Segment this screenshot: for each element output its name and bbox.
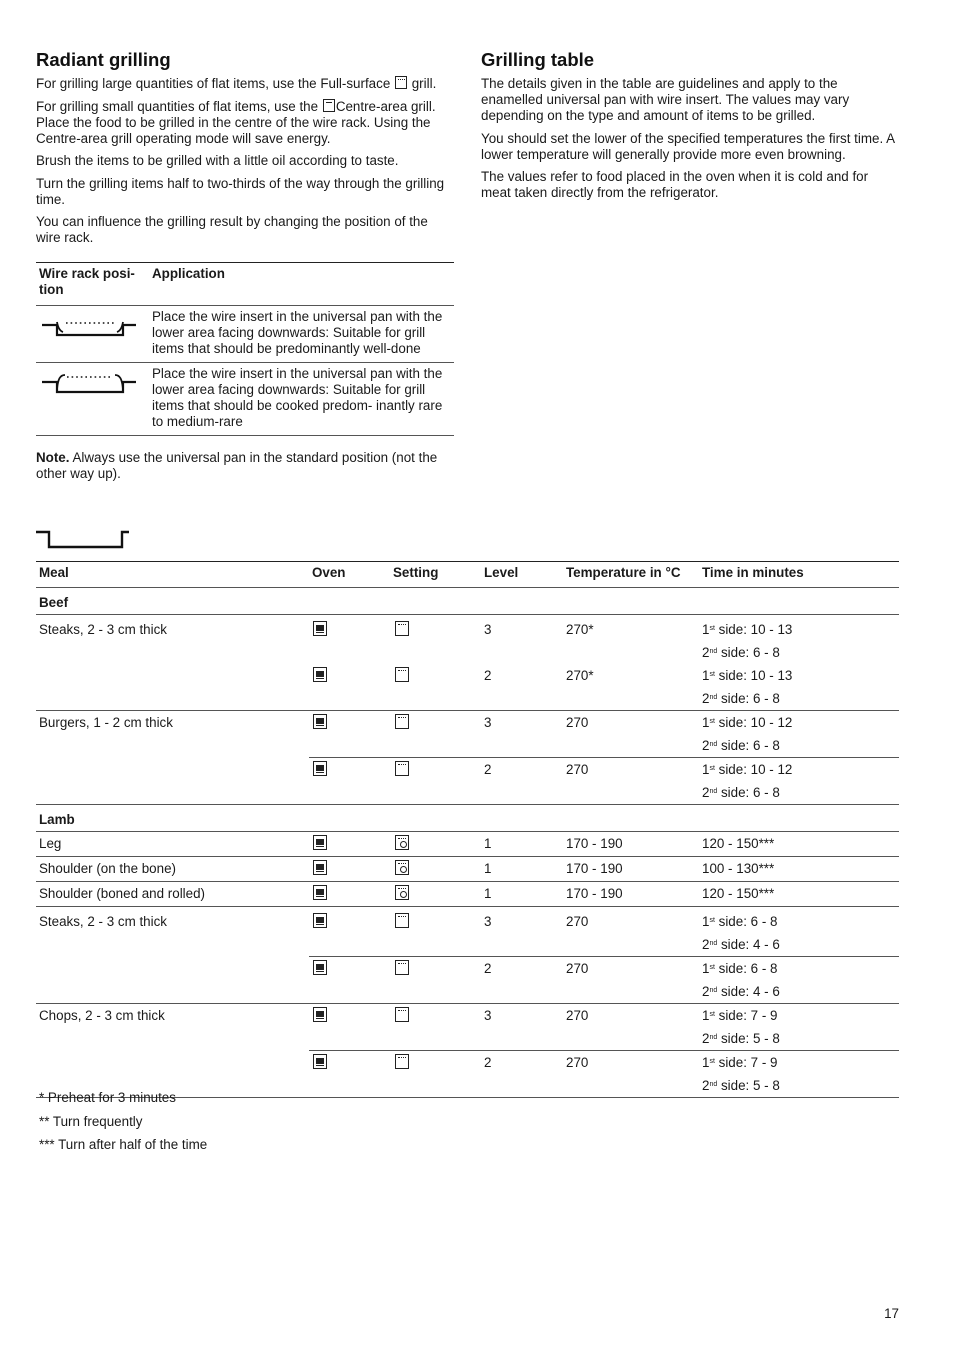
temp-cell: 270 [563, 957, 699, 1004]
oven-top-bottom-icon [313, 860, 327, 875]
paragraph [36, 76, 454, 92]
setting-cell [390, 857, 481, 882]
oven-top-bottom-icon [313, 1007, 327, 1022]
paragraph: The values refer to food placed in the oven when it is cold and for meat taken directly from the refrigerator. [481, 169, 869, 200]
level-cell: 1 [481, 832, 563, 857]
oven-cell [309, 758, 390, 805]
circulated-air-grill-icon [395, 835, 409, 850]
oven-top-bottom-icon [313, 621, 327, 636]
section-title: Grilling table [481, 49, 595, 70]
time-cell: 1st side: 7 - 9 2nd side: 5 - 8 [699, 1004, 899, 1051]
text: Centre-area grill. Place the food to be grilled in the centre of the wire rack. Using the Centre-area grill operating mode will save energy. [36, 98, 436, 146]
oven-cell [309, 711, 390, 758]
level-cell: 2 [481, 664, 563, 711]
oven-top-bottom-icon [313, 960, 327, 975]
paragraph: Brush the items to be grilled with a little oil according to taste. [36, 153, 399, 168]
application-text: Place the wire insert in the universal pan with the lower area facing downwards: Suitable for grill items that should be predominantly well-done [149, 306, 454, 363]
column-header: Meal [36, 562, 309, 588]
time-cell: 1st side: 6 - 8 2nd side: 4 - 6 [699, 957, 899, 1004]
oven-cell [309, 615, 390, 665]
temp-cell: 270* [566, 622, 594, 637]
page-number: 17 [884, 1306, 899, 1321]
centre-area-grill-icon [323, 99, 335, 112]
group-label: Beef [36, 588, 899, 615]
oven-cell [309, 957, 390, 1004]
time-cell: 1st side: 10 - 13 2nd side: 6 - 8 [699, 664, 899, 711]
oven-cell [309, 882, 390, 907]
oven-top-bottom-icon [313, 714, 327, 729]
text: For grilling small quantities of flat items, use the [36, 98, 319, 114]
temp-cell: 270 [563, 1051, 699, 1098]
meal-cell: Steaks, 2 - 3 cm thick [36, 615, 309, 711]
time-cell: 1st side: 10 - 12 2nd side: 6 - 8 [699, 711, 899, 758]
setting-cell [390, 711, 481, 758]
level-cell: 3 [481, 1004, 563, 1051]
level-cell: 2 [481, 1051, 563, 1098]
full-surface-grill-icon [395, 1007, 409, 1022]
grilling-table-intro [481, 49, 901, 208]
oven-cell [309, 907, 390, 957]
full-surface-grill-icon [395, 76, 407, 89]
time-cell: 1st side: 10 - 12 2nd side: 6 - 8 [699, 758, 899, 805]
oven-top-bottom-icon [313, 1054, 327, 1069]
table-row [36, 711, 899, 758]
temp-cell: 270 [563, 1004, 699, 1051]
full-surface-grill-icon [395, 913, 409, 928]
level-cell: 3 [484, 622, 492, 637]
setting-cell [390, 615, 481, 665]
table-row [36, 907, 899, 957]
temp-cell: 270 [563, 907, 699, 957]
full-surface-grill-icon [395, 714, 409, 729]
column-header: Time in minutes [699, 562, 899, 588]
temp-cell: 170 - 190 [563, 832, 699, 857]
temp-cell: 270 [563, 758, 699, 805]
oven-top-bottom-icon [313, 913, 327, 928]
wire-rack-up-icon [36, 363, 149, 436]
group-label: Lamb [36, 805, 899, 832]
footnotes [39, 1090, 207, 1161]
meal-cell: Chops, 2 - 3 cm thick [36, 1004, 309, 1098]
time-cell: 120 - 150*** [699, 882, 899, 907]
column-header: Application [149, 263, 454, 306]
oven-cell [309, 832, 390, 857]
time-cell: 100 - 130*** [699, 857, 899, 882]
level-cell: 2 [481, 758, 563, 805]
paragraph: You should set the lower of the specified temperatures the first time. A lower temperature will generally provide more even browning. [481, 130, 895, 162]
level-cell: 2 [481, 957, 563, 1004]
setting-cell [390, 758, 481, 805]
setting-cell [390, 832, 481, 857]
temp-cell: 170 - 190 [563, 882, 699, 907]
level-cell: 3 [481, 907, 563, 957]
grilling-table [36, 561, 899, 1098]
paragraph [36, 99, 454, 147]
full-surface-grill-icon [395, 761, 409, 776]
radiant-grilling-section [36, 49, 454, 482]
setting-cell [390, 1051, 481, 1098]
time-cell: 1st side: 6 - 8 2nd side: 4 - 6 [699, 907, 899, 957]
text: grill. [411, 76, 437, 91]
setting-cell [390, 907, 481, 957]
table-row [36, 882, 899, 907]
oven-cell [309, 1051, 390, 1098]
full-surface-grill-icon [395, 1054, 409, 1069]
oven-top-bottom-icon [313, 667, 327, 682]
circulated-air-grill-icon [395, 860, 409, 875]
oven-top-bottom-icon [313, 885, 327, 900]
level-cell: 3 [481, 711, 563, 758]
level-cell: 1 [481, 857, 563, 882]
group-row-beef [36, 588, 899, 615]
oven-top-bottom-icon [313, 835, 327, 850]
table-row [36, 1004, 899, 1051]
meal-cell: Shoulder (boned and rolled) [36, 882, 309, 907]
oven-cell [309, 664, 390, 711]
time-cell: 120 - 150*** [699, 832, 899, 857]
column-header: Setting [390, 562, 481, 588]
section-title: Radiant grilling [36, 49, 171, 70]
note-text: Always use the universal pan in the standard position (not the other way up). [36, 450, 438, 481]
table-row [36, 615, 899, 665]
table-row [36, 306, 454, 363]
paragraph: Turn the grilling items half to two-thirds of the way through the grilling time. [36, 175, 445, 207]
footnote: ** Turn frequently [39, 1113, 143, 1129]
time-cell: 1st side: 7 - 9 2nd side: 5 - 8 [699, 1051, 899, 1098]
full-surface-grill-icon [395, 960, 409, 975]
footnote: * Preheat for 3 minutes [39, 1090, 176, 1105]
note [36, 450, 454, 482]
level-cell: 1 [481, 882, 563, 907]
oven-cell [309, 1004, 390, 1051]
meal-cell: Shoulder (on the bone) [36, 857, 309, 882]
meal-cell: Steaks, 2 - 3 cm thick [36, 907, 309, 1004]
footnote: *** Turn after half of the time [39, 1137, 208, 1152]
full-surface-grill-icon [395, 667, 409, 682]
full-surface-grill-icon [395, 621, 409, 636]
wire-rack-down-icon [36, 306, 149, 363]
application-text: Place the wire insert in the universal pan with the lower area facing downwards: Suitable for grill items that should be cooked predom- inantly rare to medium-rare [149, 363, 454, 436]
column-header: Level [481, 562, 563, 588]
universal-pan-icon [35, 528, 131, 554]
setting-cell [390, 957, 481, 1004]
wire-rack-table [36, 262, 454, 436]
time-cell: 1st side: 10 - 13 2nd side: 6 - 8 [702, 622, 793, 660]
setting-cell [390, 1004, 481, 1051]
paragraph: You can influence the grilling result by changing the position of the wire rack. [36, 214, 428, 245]
table-row [36, 832, 899, 857]
oven-cell [309, 857, 390, 882]
table-row [36, 363, 454, 436]
meal-cell: Leg [36, 832, 309, 857]
temp-cell: 270* [563, 664, 699, 711]
oven-top-bottom-icon [313, 761, 327, 776]
column-header: Temperature in °C [563, 562, 699, 588]
group-row-lamb [36, 805, 899, 832]
setting-cell [390, 664, 481, 711]
text: For grilling large quantities of flat items, use the Full-surface [36, 76, 391, 91]
table-row [36, 857, 899, 882]
column-header: Oven [309, 562, 390, 588]
setting-cell [390, 882, 481, 907]
temp-cell: 170 - 190 [563, 857, 699, 882]
column-header: Wire rack posi- tion [36, 263, 149, 306]
note-label: Note. [36, 450, 70, 465]
paragraph: The details given in the table are guidelines and apply to the enamelled universal pan with wire insert. The values may vary depending on the type and amount of items to be grilled. [481, 76, 850, 123]
temp-cell: 270 [563, 711, 699, 758]
circulated-air-grill-icon [395, 885, 409, 900]
header-row [36, 562, 899, 588]
meal-cell: Burgers, 1 - 2 cm thick [36, 711, 309, 805]
